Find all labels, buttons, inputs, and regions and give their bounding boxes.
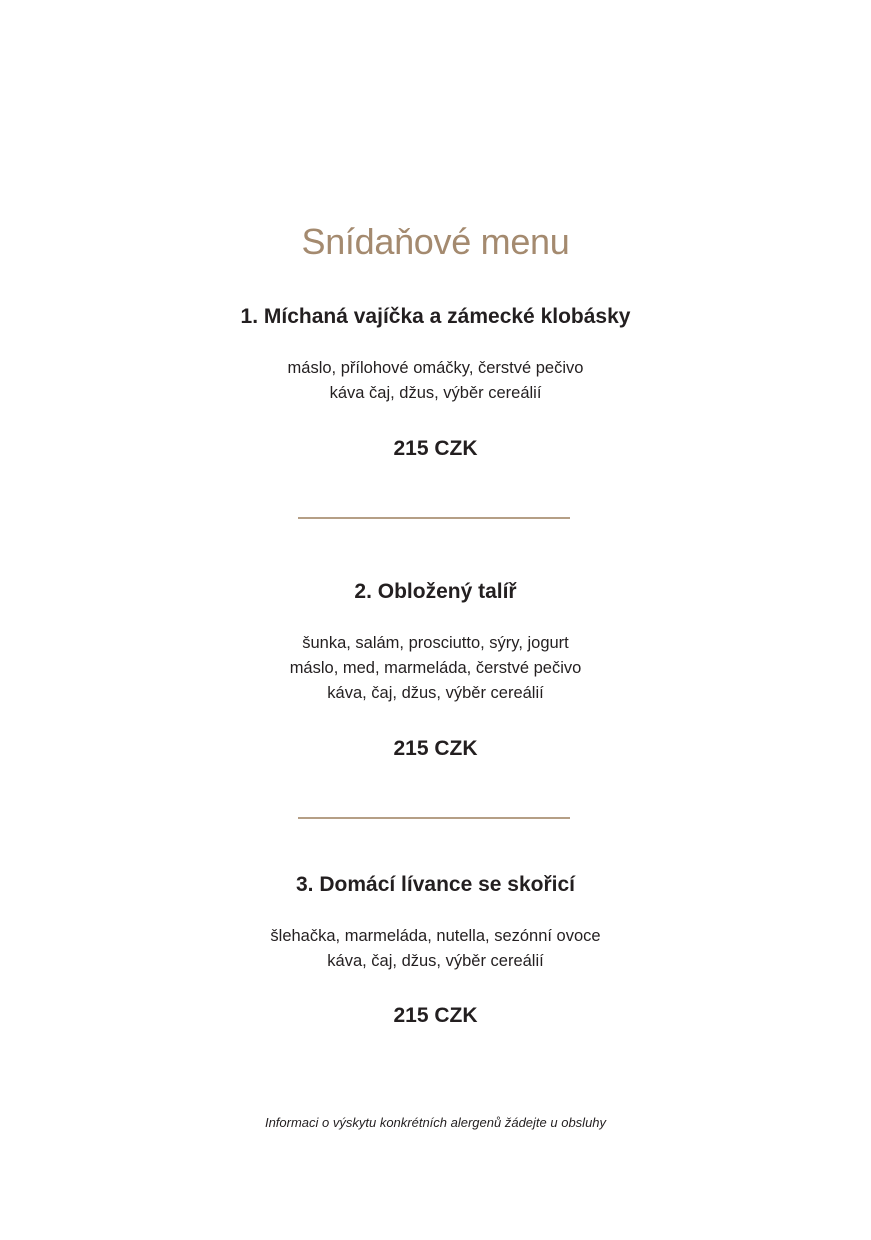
page-title: Snídaňové menu <box>301 221 570 262</box>
section-divider <box>298 517 570 519</box>
menu-item-name-3: 3. Domácí lívance se skořicí <box>296 873 575 896</box>
description-line: šlehačka, marmeláda, nutella, sezónní ovoce <box>270 927 601 945</box>
description-line: káva, čaj, džus, výběr cereálií <box>327 952 544 970</box>
description-line: máslo, přílohové omáčky, čerstvé pečivo <box>287 359 584 377</box>
allergen-note: Informaci o výskytu konkrétních alergenů žádejte u obsluhy <box>264 1115 607 1130</box>
menu-item-price-1: 215 CZK <box>393 437 478 460</box>
menu-item-description-2 <box>0 631 871 706</box>
section-divider <box>298 817 570 819</box>
menu-item-description-3 <box>0 924 871 974</box>
description-line: máslo, med, marmeláda, čerstvé pečivo <box>289 659 582 677</box>
description-line: káva čaj, džus, výběr cereálií <box>329 384 542 402</box>
description-line: šunka, salám, prosciutto, sýry, jogurt <box>302 634 569 652</box>
menu-item-description-1 <box>0 356 871 406</box>
menu-item-name-2: 2. Obložený talíř <box>354 580 517 603</box>
menu-item-name-1: 1. Míchaná vajíčka a zámecké klobásky <box>240 305 631 328</box>
menu-item-price-2: 215 CZK <box>393 737 478 760</box>
description-line: káva, čaj, džus, výběr cereálií <box>327 684 544 702</box>
menu-item-price-3: 215 CZK <box>393 1004 478 1027</box>
